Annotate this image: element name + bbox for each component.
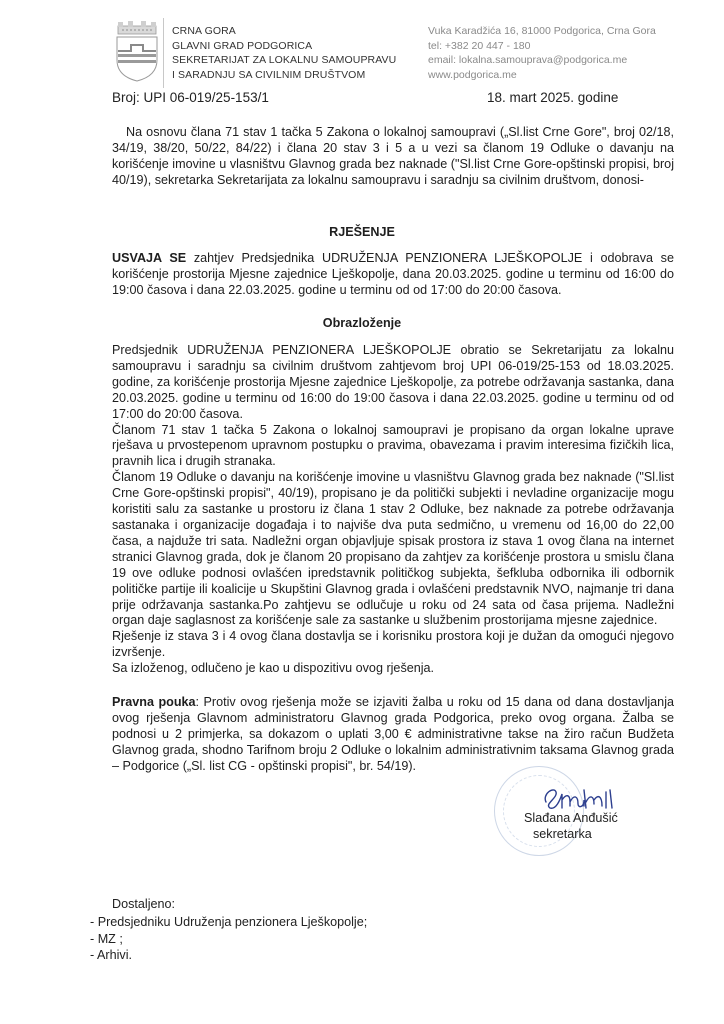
reasoning-paragraph: Rješenje iz stava 3 i 4 ovog člana dostavlja se i korisniku prostora koji je dužan da omogući njegovo izvršenje. — [112, 629, 674, 660]
signatory-title: sekretarka — [533, 827, 592, 841]
decision-lead: USVAJA SE — [112, 251, 187, 265]
phone: tel: +382 20 447 - 180 — [428, 39, 531, 52]
distribution-item: - MZ ; — [90, 931, 123, 946]
website: www.podgorica.me — [428, 68, 517, 81]
country-name: CRNA GORA — [172, 25, 236, 37]
reference-number: Broj: UPI 06-019/25-153/1 — [112, 90, 269, 105]
distribution-item: - Predsjedniku Udruženja penzionera Lješkopolje; — [90, 915, 368, 929]
reasoning-paragraph: Članom 71 stav 1 tačka 5 Zakona o lokalnoj samoupravi je propisano da organ lokalne uprave rješava u prvostepenom upravnom postupku o pravima, obavezama i pravim interesima fizičkih lica, pravnih lica i drugih stranaka. — [112, 422, 674, 469]
document-date: 18. mart 2025. godine — [487, 90, 619, 105]
preamble-paragraph: Na osnovu člana 71 stav 1 tačka 5 Zakona o lokalnoj samoupravi („Sl.list Crne Gore", broj 02/18, 34/19, 38/20, 50/22, 84/22) i člana 20 stav 3 i 5 a u vezi sa članom 19 Odluke o davanju na korišćenje imovine u vlasništvu Glavnog grada bez naknade ("Sl.list Crne Gore-opštinski propisi, broj 40/19), sekretarka Sekretarijata za lokalnu samoupravu i saradnju sa civilnim društvom, donosi- — [112, 125, 674, 187]
signatory-name: Slađana Anđušić — [524, 811, 618, 825]
legal-notice-paragraph — [112, 695, 674, 775]
legal-notice-text: : Protiv ovog rješenja može se izjaviti žalba u roku od 15 dana od dana dostavljanja ovog rješenja Glavnom administratoru Glavnog grada Podgorica, preko ovog organa. Žalba se podnosi u 2 primjerka, sa dokazom o uplati 3,00 € administrativne takse na žiro račun Budžeta Glavnog grada, shodno Tarifnom broju 2 Odluke o lokalnim administrativnim taksama Glavnog grada – Podgorice („Sl. list CG - opštinski propisi", br. 54/19). — [112, 695, 674, 773]
reasoning-paragraph: Predsjednik UDRUŽENJA PENZIONERA LJEŠKOPOLJE obratio se Sekretarijatu za lokalnu samoupravu i saradnju sa civilnim društvom zahtjevom broj UPI 06-019/25-153 od 18.03.2025. godine, za korišćenje prostorija Mjesne zajednice Lješkopolje, za potrebe održavanja sastanka, dana 20.03.2025. godine u terminu od 16:00 do 19:00 časova i dana 22.03.2025. godine u terminu od od 17:00 do 20:00 časova. — [112, 343, 674, 421]
email: email: lokalna.samouprava@podgorica.me — [428, 54, 628, 66]
distribution-label: Dostaljeno: — [112, 897, 176, 911]
address: Vuka Karadžića 16, 81000 Podgorica, Crna Gora — [428, 25, 656, 37]
reasoning-section — [112, 343, 674, 677]
distribution-list — [90, 914, 367, 964]
handwritten-signature-icon — [540, 780, 620, 812]
letterhead-divider — [163, 18, 164, 88]
department-name-line2: I SARADNJU SA CIVILNIM DRUŠTVOM — [172, 68, 366, 81]
reasoning-paragraph: Članom 19 Odluke o davanju na korišćenje imovine u vlasništvu Glavnog grada bez naknade ("Sl.list Crne Gore-opštinski propisi", 40/19), propisano je da politički subjekti i nevladine organizacije mogu koristiti salu za sastanke u prostoru iz člana 1 stav 2 Odluke, bez naknade za potrebe održavanja sastanaka i organizacije događaja i to najviše dva puta sedmično, u vremenu od 16,00 do 22,00 časa, a najduže tri sata. Nadležni organ objavljuje spisak prostora iz stava 1 ovog člana na internet stranici Glavnog grada, dok je članom 20 propisano da zahtjev za korišćenje prostora u smislu člana 19 ove odluke podnosi ovlašćen ipredstavnik političkog subjekta, šefkluba odbornika ili odbornik političke partije ili koalicije u Skupštini Glavnog grada i ovlašćeni predstavnik NVO, najmanje tri dana prije održavanja sastanka.Po zahtjevu se odlučuje u roku od 24 sata od časa prijema. Nadležni organ daje saglasnost za korišćenje sale za sastanke u službenim prostorijama mjesne zajednice. — [112, 470, 674, 628]
decision-paragraph — [112, 251, 674, 299]
coat-of-arms-icon — [114, 20, 160, 82]
decision-heading: RJEŠENJE — [329, 225, 395, 239]
letterhead-institution — [172, 24, 396, 82]
letterhead-contact — [428, 24, 656, 82]
reasoning-heading: Obrazloženje — [322, 316, 402, 330]
city-name: GLAVNI GRAD PODGORICA — [172, 39, 313, 52]
legal-notice-lead: Pravna pouka — [112, 695, 196, 709]
reasoning-paragraph: Sa izloženog, odlučeno je kao u dispozitivu ovog rješenja. — [112, 661, 435, 676]
distribution-item: - Arhivi. — [90, 948, 132, 962]
department-name-line1: SEKRETARIJAT ZA LOKALNU SAMOUPRAVU — [172, 54, 397, 66]
decision-text: zahtjev Predsjednika UDRUŽENJA PENZIONERA LJEŠKOPOLJE i odobrava se korišćenje prostorija Mjesne zajednice Lješkopolje, dana 20.03.2025. godine u terminu od 16:00 do 19:00 časova i dana 22.03.2025. godine u terminu od od 17:00 do 20:00 časova. — [112, 251, 674, 297]
